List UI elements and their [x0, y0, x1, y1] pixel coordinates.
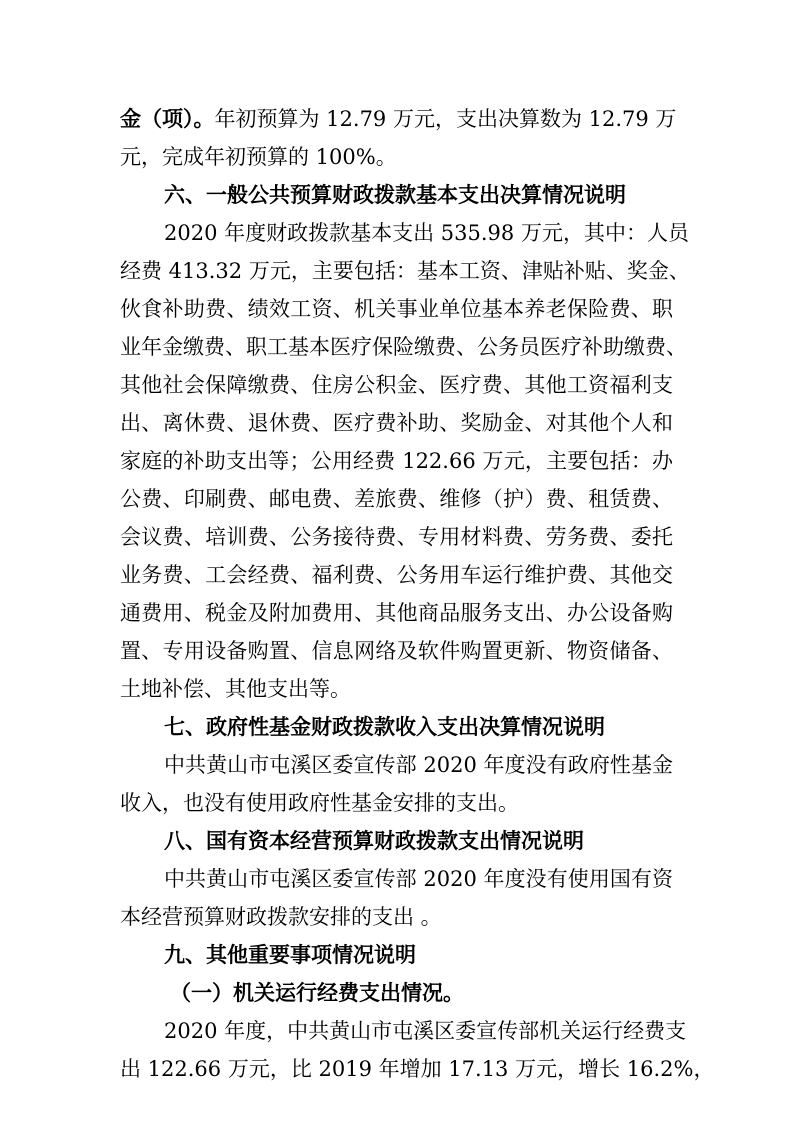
paragraph-line: 2020 年度，中共黄山市屯溪区委宣传部机关运行经费支 — [164, 1019, 687, 1043]
paragraph-line: 家庭的补助支出等；公用经费 122.66 万元，主要包括：办 — [120, 449, 673, 473]
section-heading: 七、政府性基金财政拨款收入支出决算情况说明 — [164, 715, 605, 739]
paragraph-line: 伙食补助费、绩效工资、机关事业单位基本养老保险费、职 — [120, 297, 673, 321]
section-heading: 八、国有资本经营预算财政拨款支出情况说明 — [164, 829, 584, 853]
paragraph-line: 元，完成年初预算的 100%。 — [120, 145, 397, 169]
paragraph-line: 会议费、培训费、公务接待费、专用材料费、劳务费、委托 — [120, 525, 673, 549]
section-heading: 九、其他重要事项情况说明 — [164, 943, 416, 967]
paragraph-line: 出、离休费、退休费、医疗费补助、奖励金、对其他个人和 — [120, 411, 673, 435]
paragraph-line: 公费、印刷费、邮电费、差旅费、维修（护）费、租赁费、 — [120, 487, 673, 511]
section-heading: 六、一般公共预算财政拨款基本支出决算情况说明 — [164, 183, 626, 207]
paragraph-line — [120, 100, 677, 138]
paragraph-line: 中共黄山市屯溪区委宣传部 2020 年度没有使用国有资 — [164, 867, 673, 891]
line-text: 年初预算为 12.79 万元，支出决算数为 12.79 万 — [214, 107, 677, 131]
paragraph-line: 收入，也没有使用政府性基金安排的支出。 — [120, 791, 519, 815]
paragraph-line: 出 122.66 万元，比 2019 年增加 17.13 万元，增长 16.2%， — [120, 1057, 715, 1081]
paragraph-line: 经费 413.32 万元，主要包括：基本工资、津贴补贴、奖金、 — [120, 259, 690, 283]
paragraph-line: 2020 年度财政拨款基本支出 535.98 万元，其中：人员 — [164, 221, 689, 245]
paragraph-line: 置、专用设备购置、信息网络及软件购置更新、物资储备、 — [120, 639, 673, 663]
bold-phrase: 金（项）。 — [120, 107, 215, 131]
paragraph-line: 通费用、税金及附加费用、其他商品服务支出、办公设备购 — [120, 601, 673, 625]
document-body — [120, 100, 715, 1088]
paragraph-line: 业年金缴费、职工基本医疗保险缴费、公务员医疗补助缴费、 — [120, 335, 687, 359]
paragraph-line: 中共黄山市屯溪区委宣传部 2020 年度没有政府性基金 — [164, 753, 673, 777]
paragraph-line: 土地补偿、其他支出等。 — [120, 677, 351, 701]
subsection-heading: （一）机关运行经费支出情况。 — [170, 981, 464, 1005]
paragraph-line: 业务费、工会经费、福利费、公务用车运行维护费、其他交 — [120, 563, 673, 587]
paragraph-line: 本经营预算财政拨款安排的支出 。 — [120, 905, 442, 929]
paragraph-line: 其他社会保障缴费、住房公积金、医疗费、其他工资福利支 — [120, 373, 673, 397]
